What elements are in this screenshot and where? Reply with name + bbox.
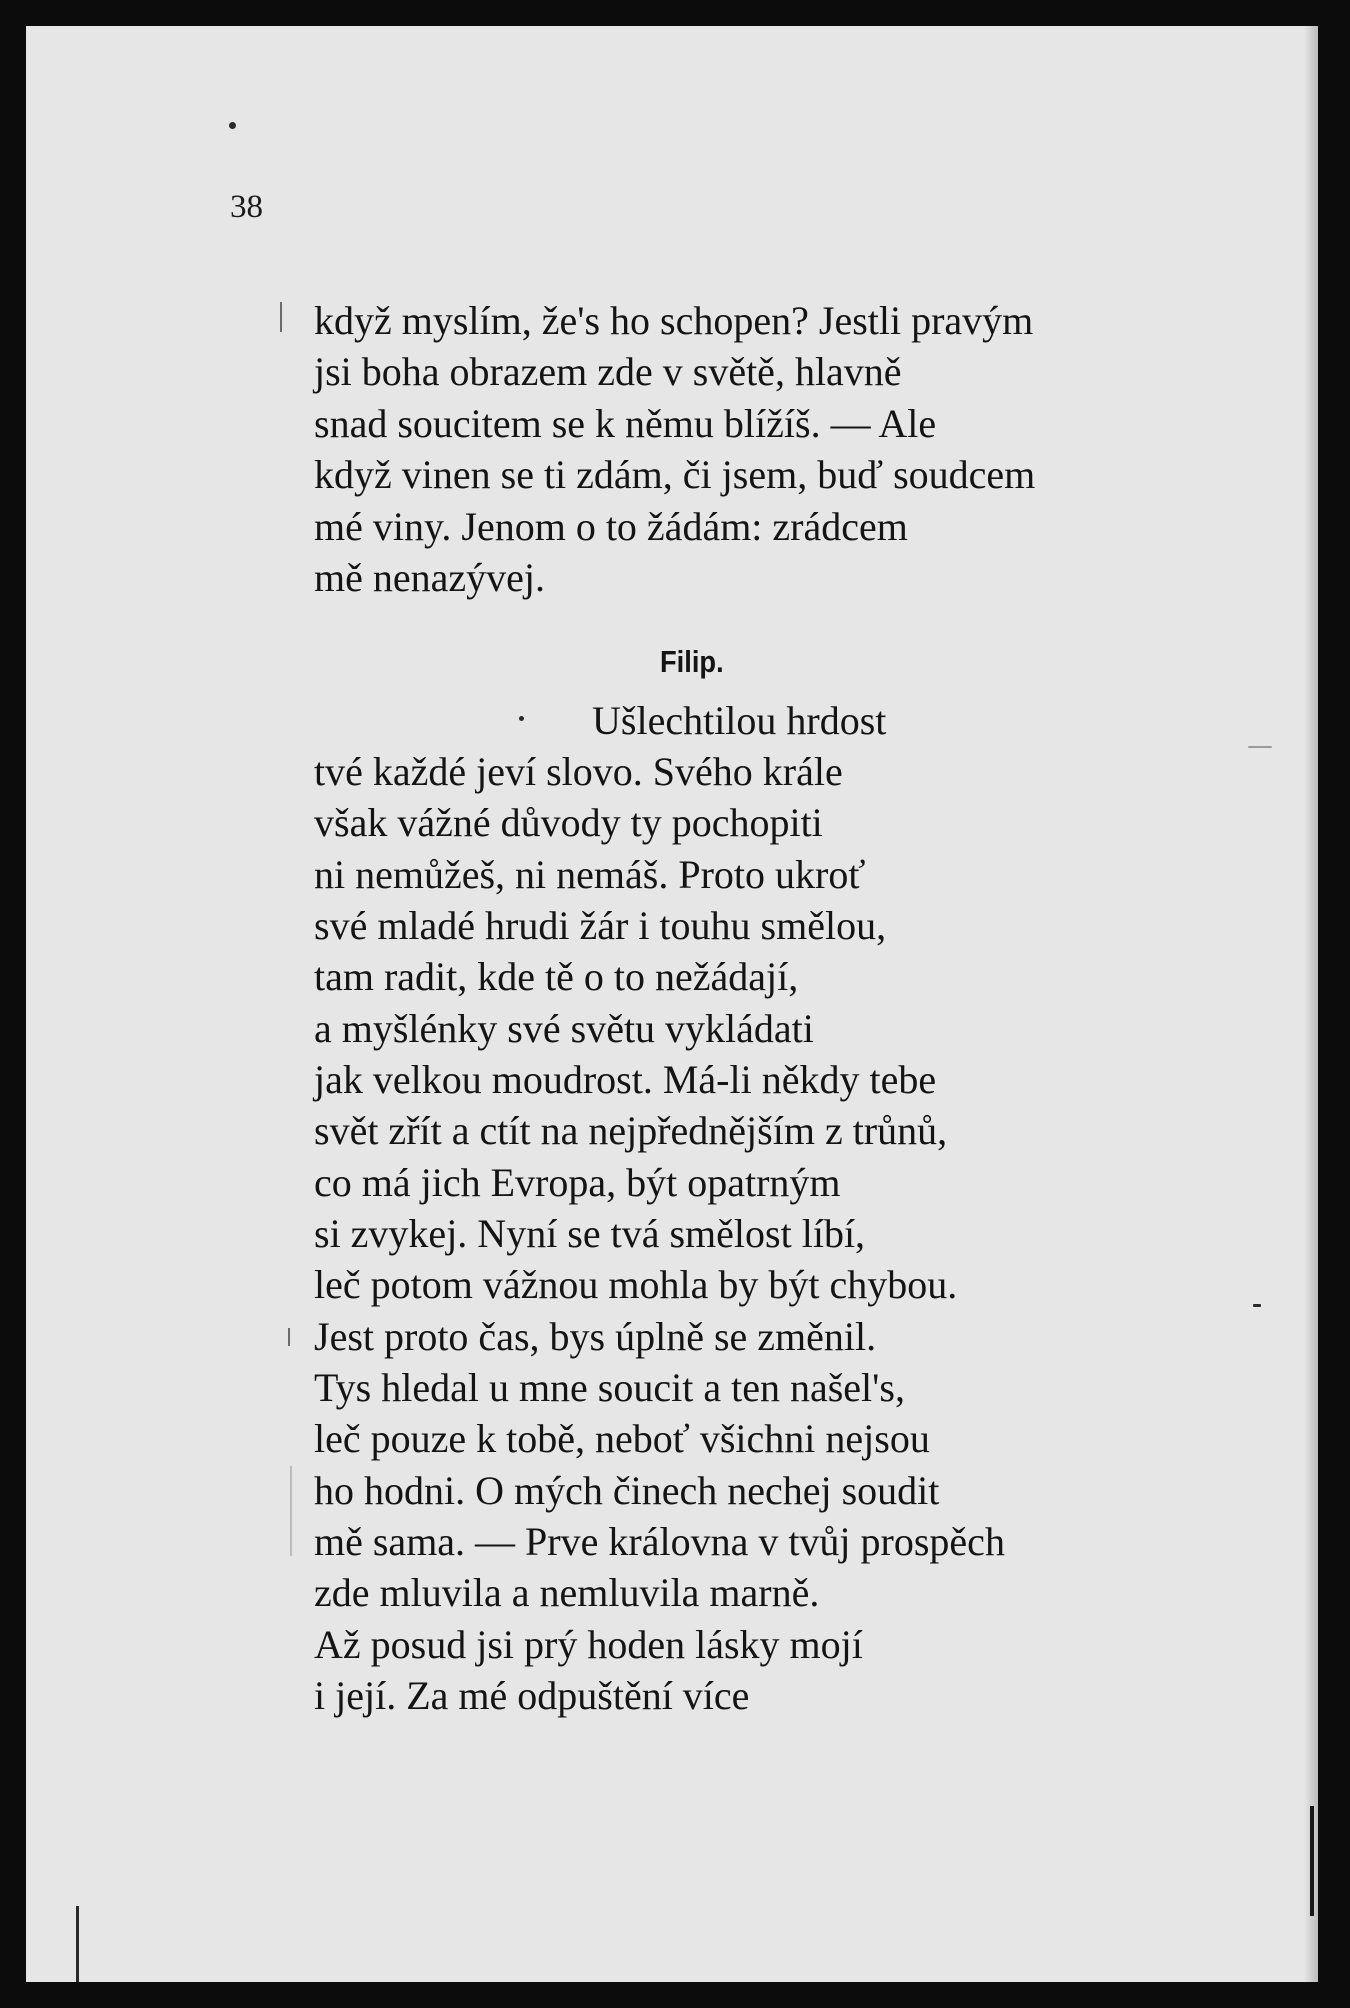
text-line: Až posud jsi prý hoden lásky mojí — [314, 1622, 863, 1667]
text-line: co má jich Evropa, být opatrným — [314, 1160, 841, 1205]
text-line: si zvykej. Nyní se tvá smělost líbí, — [314, 1211, 866, 1256]
speck-mark — [1248, 746, 1272, 748]
text-line: jsi boha obrazem zde v světě, hlavně — [314, 349, 902, 394]
speaker-name: Filip. — [660, 644, 724, 679]
speck-mark — [519, 716, 524, 721]
text-line: Ušlechtilou hrdost — [592, 698, 887, 743]
speck-mark — [229, 122, 236, 129]
text-line: Jest proto čas, bys úplně se změnil. — [314, 1314, 877, 1359]
text-line: snad soucitem se k němu blížíš. — Ale — [314, 401, 937, 446]
text-line: ho hodni. O mých činech nechej soudit — [314, 1468, 940, 1513]
text-line: mé viny. Jenom o to žádám: zrádcem — [314, 504, 908, 549]
book-page — [26, 26, 1318, 1982]
page-number: 38 — [230, 189, 263, 225]
text-line: své mladé hrudi žár i touhu smělou, — [314, 903, 887, 948]
margin-mark — [290, 1466, 292, 1556]
text-line: mě sama. — Prve královna v tvůj prospěch — [314, 1519, 1005, 1564]
text-line: když vinen se ti zdám, či jsem, buď soudcem — [314, 452, 1036, 497]
text-line: jak velkou moudrost. Má-li někdy tebe — [314, 1057, 937, 1102]
text-line: mě nenazývej. — [314, 555, 545, 600]
text-line: když myslím, že's ho schopen? Jestli pravým — [314, 298, 1034, 343]
text-line: tvé každé jeví slovo. Svého krále — [314, 749, 843, 794]
text-line: leč pouze k tobě, neboť všichni nejsou — [314, 1416, 930, 1461]
text-line: svět zřít a ctít na nejpřednějším z trůnů, — [314, 1108, 948, 1153]
margin-mark — [76, 1906, 79, 1982]
text-line: a myšlénky své světu vykládati — [314, 1006, 814, 1051]
text-line: Tys hledal u mne soucit a ten našel's, — [314, 1365, 905, 1410]
text-line: leč potom vážnou mohla by být chybou. — [314, 1262, 958, 1307]
margin-mark — [280, 302, 282, 332]
text-line: ni nemůžeš, ni nemáš. Proto ukroť — [314, 852, 866, 897]
text-line: tam radit, kde tě o to nežádají, — [314, 954, 799, 999]
speck-mark — [1253, 1304, 1261, 1307]
margin-mark — [288, 1328, 290, 1346]
text-line: i její. Za mé odpuštění více — [314, 1673, 750, 1718]
text-line: však vážné důvody ty pochopiti — [314, 800, 823, 845]
text-line: zde mluvila a nemluvila marně. — [314, 1570, 820, 1615]
page-edge-shadow — [1304, 26, 1318, 1982]
